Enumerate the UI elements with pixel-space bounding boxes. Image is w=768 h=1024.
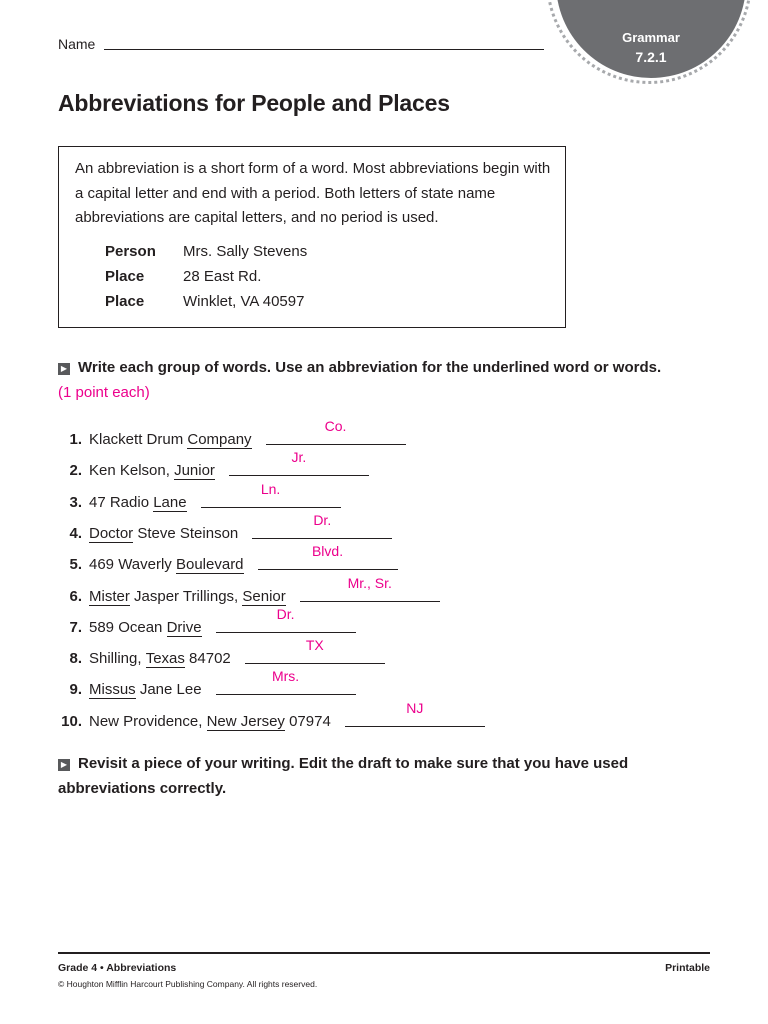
answer-text: Co. [324,418,347,434]
answer-line[interactable] [266,418,406,445]
answer-line[interactable] [216,668,356,695]
instruction-revisit [58,752,668,801]
example-row [105,268,261,285]
exercise-item [58,574,440,606]
example-row [105,293,304,310]
exercise-item [58,637,385,668]
answer-text: Mrs. [271,668,300,685]
example-value: Winklet, VA 40597 [183,293,305,310]
underlined-word: Junior [174,462,215,480]
item-text: Shilling, [89,650,146,668]
item-number: 7. [69,618,82,636]
item-text: 07974 [284,712,331,730]
answer-text: Jr. [291,449,307,466]
example-value: 28 East Rd. [183,268,262,285]
underlined-word: Missus [89,681,136,699]
badge-code: 7.2.1 [635,49,667,65]
item-text: Jasper Trillings, [129,587,243,605]
item-text: 469 Waverly [89,556,176,574]
exercise-item [58,699,485,731]
answer-line[interactable] [345,699,485,727]
item-text: Ken Kelson, [89,462,175,480]
item-number: 4. [69,524,82,542]
instruction-text: Revisit a piece of your writing. Edit the draft to make sure that you have used abbreviations correctly. [58,755,629,797]
item-text: 47 Radio [89,493,154,511]
item-number: 8. [69,650,82,668]
underlined-word: Doctor [89,524,134,542]
copyright: © Houghton Mifflin Harcourt Publishing Company. All rights reserved. [58,979,318,989]
item-number: 10. [61,712,82,730]
underlined-word: Mister [89,587,130,605]
answer-text: Dr. [313,511,332,528]
name-field-line[interactable] [104,49,544,50]
footer-rule [58,952,710,954]
answer-line[interactable] [201,480,341,508]
example-label: Place [105,293,145,310]
exercise-item [58,605,356,637]
underlined-word: Senior [242,587,286,605]
answer-text: Dr. [276,605,295,622]
answer-line[interactable] [216,605,356,633]
footer-grade: Grade 4 • Abbreviations [58,962,177,974]
play-arrow-icon: ▶ [58,363,70,375]
item-number: 9. [69,681,82,699]
exercise-item [58,543,398,574]
exercise-item [58,480,341,512]
item-text: Klackett Drum [89,431,188,448]
underlined-word: New Jersey [206,712,285,730]
instruction-text: Write each group of words. Use an abbreviation for the underlined word or words. [78,359,662,376]
item-number: 3. [69,493,82,511]
underlined-word: Drive [166,618,202,636]
item-number: 5. [69,556,82,574]
answer-text: Mr., Sr. [347,574,392,591]
definition-text: An abbreviation is a short form of a word. Most abbreviations begin with a capital letter and end with a period. Both letters of state name abbreviations are capital letters, and no period is used. [75,160,551,226]
underlined-word: Lane [153,493,187,511]
name-label: Name [58,36,96,52]
answer-text: TX [305,637,324,654]
definition-box [58,146,566,328]
item-text: 84702 [184,650,231,668]
answer-text: Ln. [260,480,281,497]
item-text: 589 Ocean [89,618,167,636]
item-text: Jane Lee [135,681,202,699]
example-label: Person [105,243,156,260]
answer-line[interactable] [252,511,392,539]
answer-line[interactable] [229,449,369,476]
item-text: Steve Steinson [133,524,239,542]
play-arrow-icon: ▶ [58,759,70,771]
item-number: 6. [69,587,82,605]
footer-printable: Printable [665,962,710,974]
exercise-item [58,418,406,449]
answer-text: NJ [406,699,424,716]
points-note: (1 point each) [58,383,150,401]
answer-line[interactable] [300,574,440,602]
badge-label: Grammar [622,30,680,45]
answer-text: Blvd. [311,543,344,560]
underlined-word: Company [187,431,252,448]
exercise-item [58,668,356,699]
item-text: New Providence, [89,712,207,730]
example-value: Mrs. Sally Stevens [183,243,308,260]
underlined-word: Texas [145,650,185,668]
exercise-item [58,511,392,543]
answer-line[interactable] [258,543,398,570]
example-row [105,243,307,260]
answer-line[interactable] [245,637,385,664]
item-number: 2. [69,462,82,480]
example-label: Place [105,268,145,285]
underlined-word: Boulevard [175,556,244,574]
exercise-item [58,449,369,480]
instruction-write [58,356,668,405]
page-title: Abbreviations for People and Places [58,90,450,116]
item-number: 1. [69,431,82,448]
